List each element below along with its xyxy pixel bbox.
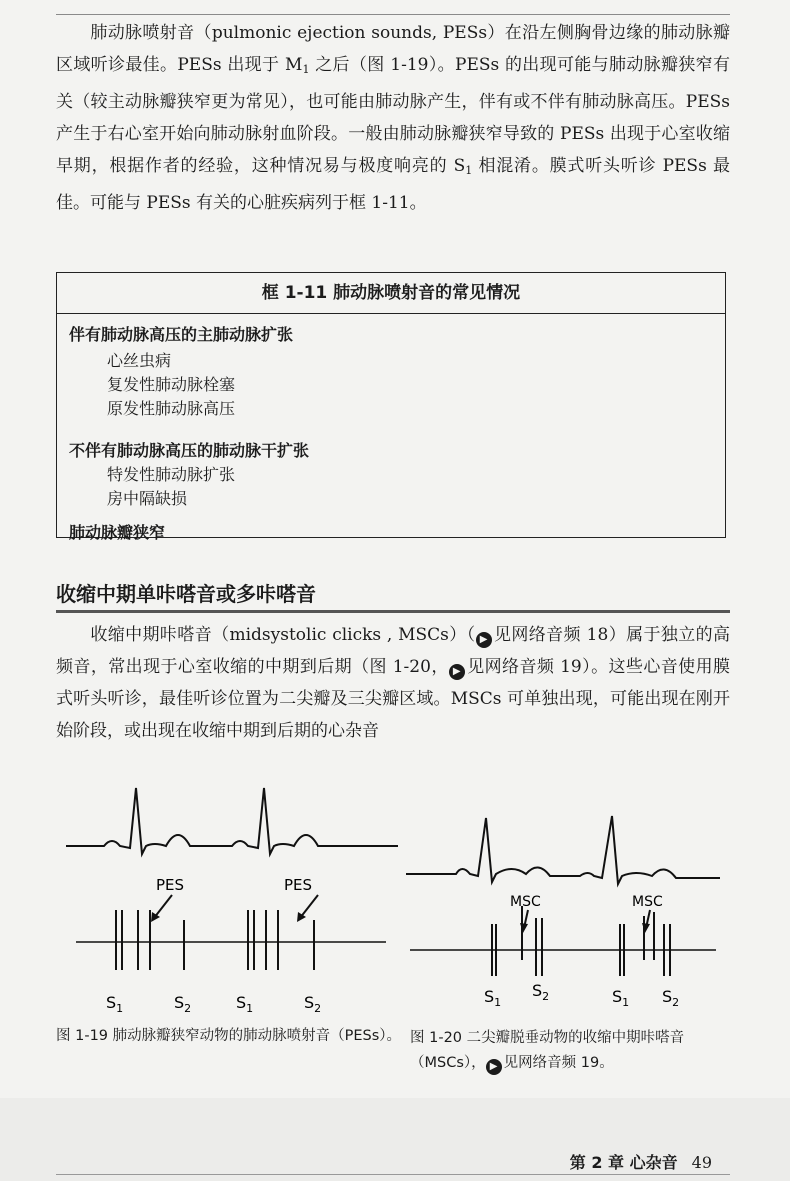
box-title: 框 1-11 肺动脉喷射音的常见情况	[57, 273, 725, 314]
sound-marks	[116, 910, 314, 970]
s2-label: $S_2$	[532, 981, 550, 1003]
page-number: 49	[691, 1153, 712, 1172]
chapter-title: 第 2 章 心杂音	[569, 1153, 678, 1172]
arrow-icon	[297, 895, 318, 922]
pes-label: PES	[284, 876, 313, 894]
ecg-trace	[66, 788, 398, 854]
s2-label: $S_2$	[304, 993, 322, 1015]
caption-link-text: 见网络音频 19。	[503, 1055, 614, 1071]
box-item: 复发性肺动脉栓塞	[107, 375, 236, 394]
subscript: 1	[465, 164, 473, 177]
box-item: 原发性肺动脉高压	[107, 399, 236, 418]
para1-text-b: ）在沿左侧胸骨边缘的肺动脉瓣区域听诊最佳。PESs 出现于 M	[56, 23, 731, 75]
subscript: 1	[302, 63, 310, 76]
figure-1-19-caption: 图 1-19 肺动脉瓣狭窄动物的肺动脉喷射音（PESs）。	[56, 1028, 402, 1044]
section-title: 收缩中期单咔嗒音或多咔嗒音	[56, 582, 316, 606]
para1-term: pulmonic ejection sounds, PESs	[211, 23, 488, 43]
para1-text-d: 相混淆。膜式听头听诊 PESs 最佳。可能与 PESs 有关的心脏疾病列于框 1-11。	[56, 156, 730, 213]
sound-marks	[492, 906, 670, 976]
para1-text-c: 之后（图 1-19）。PESs 的出现可能与肺动脉瓣狭窄有关（较主动脉瓣狭窄更为常见），也可能由肺动脉产生，伴有或不伴有肺动脉高压。PESs 产生于右心室开始向肺动脉射血阶段。一般由肺动脉瓣狭窄导致的 PESs 出现于心室收缩早期，根据作者的经验，这种情况易与极度响亮的 S	[56, 55, 731, 176]
caption-text: 图 1-20 二尖瓣脱垂动物的收缩中期咔嗒音（MSCs），	[410, 1030, 685, 1071]
box-item: 心丝虫病	[107, 351, 172, 370]
ecg-trace	[406, 816, 720, 884]
paragraph-pes	[56, 17, 730, 219]
arrow-icon	[151, 895, 172, 922]
s1-label: $S_1$	[612, 987, 630, 1009]
section-rule	[56, 610, 730, 613]
box-group-heading: 不伴有肺动脉高压的肺动脉干扩张	[69, 441, 310, 460]
figure-1-20-caption	[410, 1026, 736, 1076]
para2-text-a: 收缩中期咔嗒音（midsystolic clicks , MSCs）（	[90, 625, 476, 645]
top-rule	[56, 14, 730, 15]
msc-label: MSC	[510, 894, 541, 910]
s1-label: $S_1$	[106, 993, 124, 1015]
para1-text-a: 肺动脉喷射音（	[90, 23, 212, 43]
para2-text-c: 见网络音频 19）。这些心音使用膜式听头听诊，最佳听诊位置为二尖瓣及三尖瓣区域。MSCs 可单独出现，可能出现在刚开始阶段，或出现在收缩中期到后期的心杂音	[56, 657, 730, 741]
s1-label: $S_1$	[484, 987, 502, 1009]
para2-text-b: 见网络音频 18）属于独立的高频音，常出现于心室收缩的中期到后期（图 1-20，	[56, 625, 730, 677]
speaker-icon[interactable]: ▶	[449, 664, 465, 680]
box-item: 房中隔缺损	[107, 489, 188, 508]
s2-label: $S_2$	[174, 993, 192, 1015]
s1-label: $S_1$	[236, 993, 254, 1015]
msc-label: MSC	[632, 894, 663, 910]
pes-label: PES	[156, 876, 185, 894]
box-item: 特发性肺动脉扩张	[107, 465, 236, 484]
speaker-icon[interactable]: ▶	[486, 1059, 502, 1075]
page-footer	[570, 1150, 712, 1173]
s2-label: $S_2$	[662, 987, 680, 1009]
paragraph-msc	[56, 619, 730, 747]
box-1-11	[56, 272, 726, 542]
box-group-heading: 肺动脉瓣狭窄	[69, 523, 166, 542]
speaker-icon[interactable]: ▶	[476, 632, 492, 648]
box-group-heading: 伴有肺动脉高压的主肺动脉扩张	[69, 325, 294, 344]
footer-rule	[56, 1174, 730, 1175]
figure-1-19-phonocardiogram	[56, 780, 408, 1020]
figure-1-20-phonocardiogram	[400, 780, 736, 1020]
